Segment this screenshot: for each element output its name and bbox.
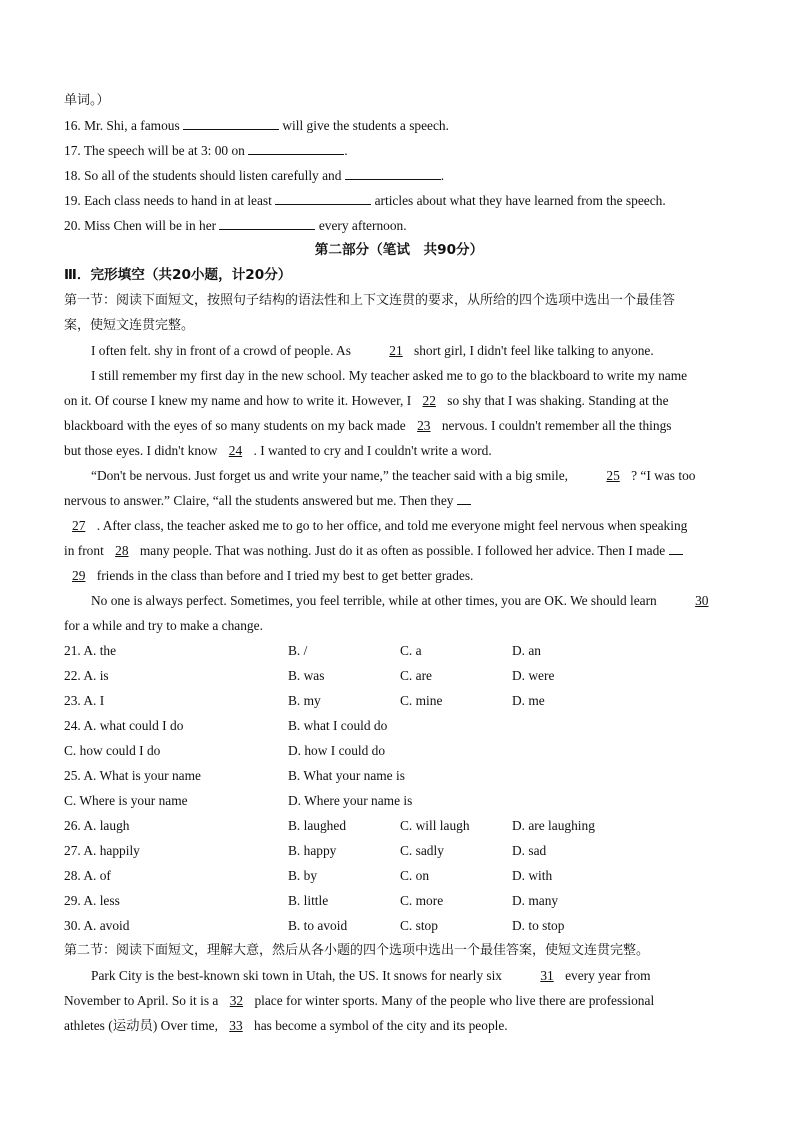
passage2-line3: athletes (运动员) Over time, 33 has become a symbol of the city and its people.	[64, 1013, 734, 1038]
passage1-para4-line2: for a while and try to make a change.	[64, 618, 263, 633]
answer-blank[interactable]	[275, 189, 371, 205]
option-row: 21. A. the B. / C. a D. an	[64, 643, 542, 658]
part2-title: 第二部分（笔试 共90分）	[314, 242, 484, 258]
option-row: 22. A. is B. was C. are D. were	[64, 668, 555, 683]
passage1-para1: I often felt. shy in front of a crowd of people. As 21 short girl, I didn't feel like talking to anyone.	[64, 338, 734, 363]
passage1-para3-line3: 27 . After class, the teacher asked me to go to her office, and told me everyone might feel nervous when speaking	[64, 513, 734, 538]
passage1-para3-line2: nervous to answer.” Claire, “all the students answered but me. Then they	[64, 488, 734, 513]
question-16: 16. Mr. Shi, a famous will give the students a speech.	[64, 113, 734, 138]
option-row: 29. A. less B. little C. more D. many	[64, 893, 559, 908]
passage1-para3-line4: in front 28 many people. That was nothing. Just do it as often as possible. I followed her advice. Then I made	[64, 538, 734, 563]
blank-number[interactable]: 24	[228, 443, 243, 458]
section3-title: Ⅲ．完形填空（共20小题，计20分）	[64, 267, 292, 283]
blank-number[interactable]: 31	[540, 968, 554, 983]
option-row: 24. A. what could I do B. what I could do	[64, 718, 388, 733]
answer-blank[interactable]	[219, 214, 315, 230]
blank-underline	[669, 539, 683, 555]
blank-underline	[457, 489, 471, 505]
sec1-instruction-line1: 第一节：阅读下面短文，按照句子结构的语法性和上下文连贯的要求，从所给的四个选项中选出一个最佳答	[64, 293, 676, 308]
option-row: C. how could I do D. how I could do	[64, 743, 386, 758]
question-19: 19. Each class needs to hand in at least articles about what they have learned from the speech.	[64, 188, 734, 213]
listening-intro-tail: 单词。）	[64, 93, 110, 108]
blank-number[interactable]: 25	[606, 468, 620, 483]
passage1-para4-line1: No one is always perfect. Sometimes, you feel terrible, while at other times, you are OK. We should learn 30	[64, 588, 734, 613]
blank-number[interactable]: 29	[72, 568, 86, 583]
passage1-para3-line5: 29 friends in the class than before and I tried my best to get better grades.	[64, 563, 734, 588]
question-20: 20. Miss Chen will be in her every afternoon.	[64, 213, 734, 238]
blank-number[interactable]: 27	[72, 518, 86, 533]
option-row: 25. A. What is your name B. What your name is	[64, 768, 405, 783]
option-row: C. Where is your name D. Where your name is	[64, 793, 413, 808]
answer-blank[interactable]	[183, 114, 279, 130]
answer-blank[interactable]	[248, 139, 344, 155]
option-row: 28. A. of B. by C. on D. with	[64, 868, 553, 883]
blank-number[interactable]: 21	[389, 343, 403, 358]
option-row: 23. A. I B. my C. mine D. me	[64, 693, 545, 708]
question-17: 17. The speech will be at 3: 00 on .	[64, 138, 734, 163]
passage1-para2-line3: blackboard with the eyes of so many students on my back made 23 nervous. I couldn't remember all the things	[64, 413, 734, 438]
exam-page	[64, 88, 734, 1038]
passage2-line1: Park City is the best-known ski town in Utah, the US. It snows for nearly six 31 every year from	[64, 963, 734, 988]
passage1-para3-line1: “Don't be nervous. Just forget us and write your name,” the teacher said with a big smile, 25 ? “I was too	[64, 463, 734, 488]
option-row: 30. A. avoid B. to avoid C. stop D. to stop	[64, 918, 565, 933]
options-list	[64, 638, 734, 938]
passage2-line2: November to April. So it is a 32 place for winter sports. Many of the people who live there are professional	[64, 988, 734, 1013]
blank-number[interactable]: 22	[422, 393, 436, 408]
blank-number[interactable]: 32	[229, 993, 244, 1008]
blank-number[interactable]: 30	[695, 593, 709, 608]
sec1-instruction-line2: 案，使短文连贯完整。	[64, 318, 195, 333]
blank-number[interactable]: 23	[417, 418, 431, 433]
blank-number[interactable]: 33	[229, 1018, 243, 1033]
passage1-para2-line2: on it. Of course I knew my name and how to write it. However, I 22 so shy that I was shaking. Standing at the	[64, 388, 734, 413]
sec2-instruction: 第二节：阅读下面短文，理解大意，然后从各小题的四个选项中选出一个最佳答案，使短文连贯完整。	[64, 943, 650, 958]
blank-number[interactable]: 28	[115, 543, 129, 558]
option-row: 27. A. happily B. happy C. sadly D. sad	[64, 843, 547, 858]
option-row: 26. A. laugh B. laughed C. will laugh D. are laughing	[64, 818, 595, 833]
question-18: 18. So all of the students should listen carefully and .	[64, 163, 734, 188]
passage1-para2-line1: I still remember my first day in the new school. My teacher asked me to go to the blackboard to write my name	[91, 368, 688, 383]
passage1-para2-line4: but those eyes. I didn't know 24 . I wanted to cry and I couldn't write a word.	[64, 438, 734, 463]
answer-blank[interactable]	[345, 164, 441, 180]
